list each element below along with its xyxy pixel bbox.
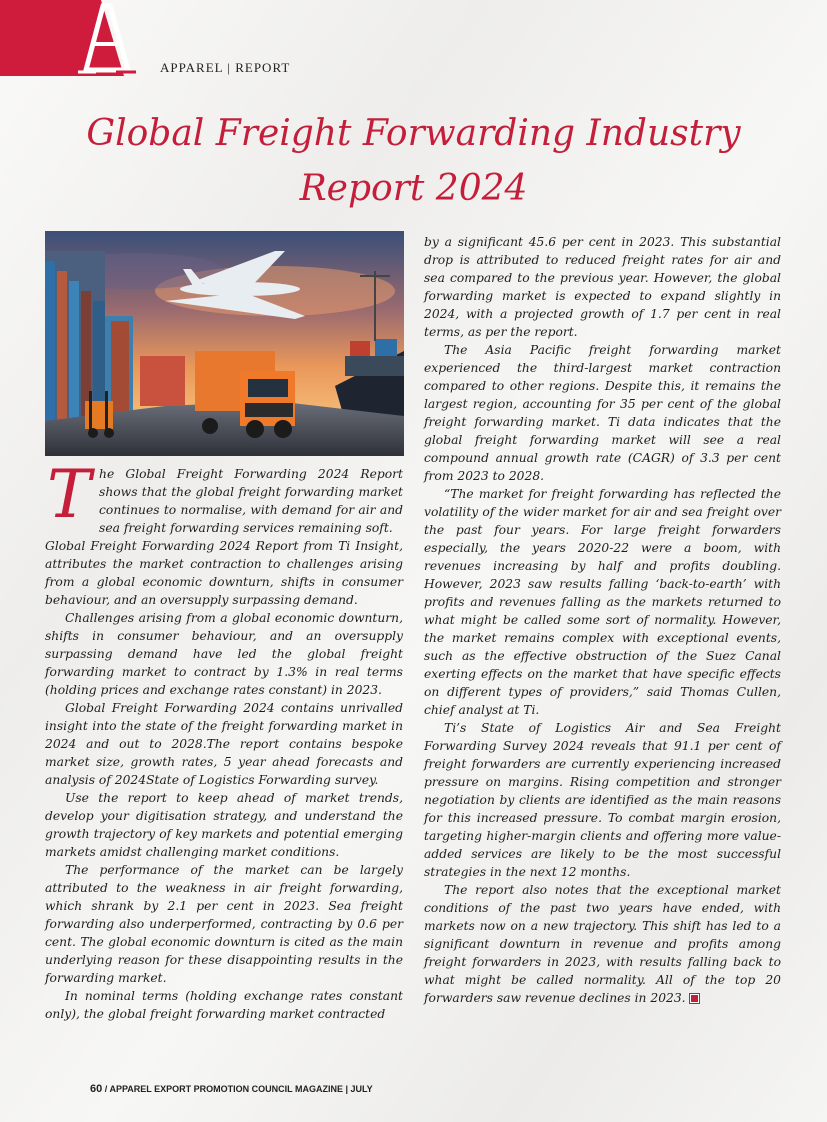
section-label: APPAREL | REPORT xyxy=(160,60,291,75)
drop-cap: T xyxy=(47,456,92,533)
paragraph: by a significant 45.6 per cent in 2023. This substantial drop is attributed to reduced freight rates for air and sea compared to the previous year. However, the global forwarding market is expected to expand slightly in 2024, with a projected growth of 1.7 per cent in real terms, as per the report. xyxy=(424,235,781,339)
footer-separator: / xyxy=(104,1084,108,1094)
article-column-left xyxy=(45,456,403,1023)
paragraph: Challenges arising from a global economic downturn, shifts in consumer behaviour, and an oversupply surpassing demand have led the global freight forwarding market to contract by 1.3% in real terms (holding prices and exchange rates constant) in 2023. xyxy=(45,611,403,697)
paragraph: Use the report to keep ahead of market trends, develop your digitisation strategy, and understand the growth trajectory of key markets and potential emerging markets amidst challenging market conditions. xyxy=(45,791,403,859)
article-title: Global Freight Forwarding Industry Report 2024 xyxy=(86,113,741,209)
end-of-article-icon xyxy=(690,994,699,1003)
page-footer xyxy=(90,1083,373,1095)
paragraph: “The market for freight forwarding has reflected the volatility of the wider market for air and sea freight over the past four years. For large freight forwarders especially, the years 2020-22 were a boom, with revenues increasing by half and profits doubling. However, 2023 saw results falling ‘back-to-earth’ with profits and revenues falling as the markets returned to what might be called some sort of normality. However, the market remains complex with exceptional events, such as the effective obstruction of the Suez Canal exerting effects on the market that have specific effects on different types of providers,” said Thomas Cullen, chief analyst at Ti. xyxy=(424,487,781,717)
magazine-logo-a xyxy=(0,0,160,76)
paragraph: In nominal terms (holding exchange rates constant only), the global freight forwarding market contracted xyxy=(45,989,403,1021)
freight-photo xyxy=(45,231,404,456)
paragraph: Global Freight Forwarding 2024 contains unrivalled insight into the state of the freight forwarding market in 2024 and out to 2028.The report contains bespoke market size, growth rates, 5 year ahead forecasts and analysis of 2024State of Logistics Forwarding survey. xyxy=(45,701,403,787)
paragraph-intro: The Global Freight Forwarding 2024 Report shows that the global freight forwarding market continues to normalise, with demand for air and sea freight forwarding services remaining soft. xyxy=(47,456,403,535)
page-number: 60 xyxy=(90,1083,103,1095)
paragraph: Global Freight Forwarding 2024 Report from Ti Insight, attributes the market contraction to challenges arising from a global economic downturn, shifts in consumer behaviour, and an oversupply surpassing demand. xyxy=(45,539,403,607)
paragraph: The performance of the market can be largely attributed to the weakness in air freight forwarding, which shrank by 2.1 per cent in 2023. Sea freight forwarding also underperformed, contracting by 0.6 per cent. The global economic downturn is cited as the main underlying reason for these disappointing results in the forwarding market. xyxy=(45,863,403,985)
publication-name: APPAREL EXPORT PROMOTION COUNCIL MAGAZINE | JULY xyxy=(109,1084,373,1094)
paragraph-final: The report also notes that the exceptional market conditions of the past two years have ended, with markets now on a new trajectory. This shift has led to a significant downturn in revenue and profits among freight forwarders in 2023, with results falling back to what might be called normality. All of the top 20 forwarders saw revenue declines in 2023. xyxy=(424,883,781,1005)
article-column-right xyxy=(424,233,781,1007)
paragraph: The Asia Pacific freight forwarding market experienced the third-largest market contraction compared to other regions. Despite this, it remains the largest region, accounting for 35 per cent of the global freight forwarding market. Ti data indicates that the global freight forwarding market will see a real compound annual growth rate (CAGR) of 3.3 per cent from 2023 to 2028. xyxy=(424,343,781,483)
paragraph: Ti’s State of Logistics Air and Sea Freight Forwarding Survey 2024 reveals that 91.1 per cent of freight forwarders are currently experiencing increased pressure on margins. Rising competition and stronger negotiation by clients are identified as the main reasons for this increased pressure. To combat margin erosion, targeting higher-margin clients and offering more value-added services are likely to be the most successful strategies in the next 12 months. xyxy=(424,721,781,879)
